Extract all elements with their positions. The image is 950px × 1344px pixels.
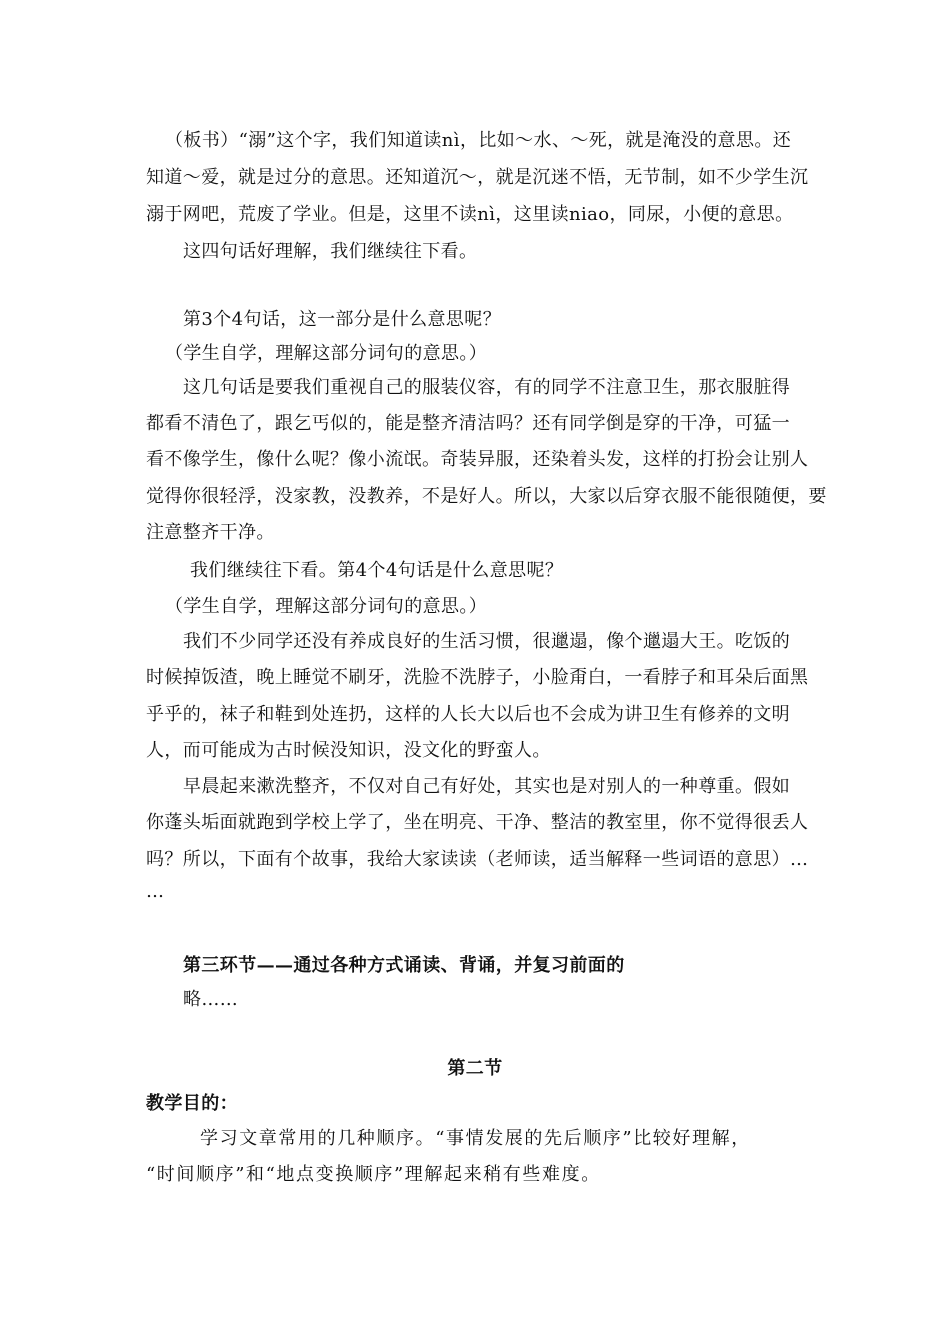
paragraph-line: 学习文章常用的几种顺序。“事情发展的先后顺序”比较好理解， bbox=[200, 1128, 751, 1149]
question-line: 我们继续往下看。第4个4句话是什么意思呢？ bbox=[190, 560, 564, 581]
paragraph-line: 觉得你很轻浮，没家教，没教养，不是好人。所以，大家以后穿衣服不能很随便，要 bbox=[146, 486, 827, 507]
paragraph-line: 乎乎的，袜子和鞋到处连扔，这样的人长大以后也不会成为讲卫生有修养的文明 bbox=[146, 704, 790, 725]
paragraph-line: “时间顺序”和“地点变换顺序”理解起来稍有些难度。 bbox=[146, 1164, 601, 1185]
paragraph-line: 我们不少同学还没有养成良好的生活习惯，很邋遢，像个邋遢大王。吃饭的 bbox=[183, 631, 791, 652]
paragraph-line: 吗？所以，下面有个故事，我给大家读读（老师读，适当解释一些词语的意思）… bbox=[146, 849, 809, 870]
paragraph-line: 注意整齐干净。 bbox=[146, 522, 275, 543]
paragraph-line: 这几句话是要我们重视自己的服装仪容，有的同学不注意卫生，那衣服脏得 bbox=[183, 377, 791, 398]
paragraph-line: 人，而可能成为古时候没知识，没文化的野蛮人。 bbox=[146, 740, 551, 761]
section-title: 第二节 bbox=[447, 1058, 503, 1079]
paragraph-line: … bbox=[146, 881, 165, 902]
section-heading: 第三环节——通过各种方式诵读、背诵，并复习前面的 bbox=[183, 955, 625, 976]
note-line: （学生自学，理解这部分词句的意思。） bbox=[165, 343, 488, 364]
note-line: （学生自学，理解这部分词句的意思。） bbox=[165, 596, 488, 617]
paragraph-line: 看不像学生，像什么呢？像小流氓。奇装异服，还染着头发，这样的打扮会让别人 bbox=[146, 449, 809, 470]
question-line: 第3个4句话，这一部分是什么意思呢？ bbox=[183, 309, 502, 330]
paragraph-line: 早晨起来漱洗整齐，不仅对自己有好处，其实也是对别人的一种尊重。假如 bbox=[183, 776, 791, 797]
paragraph-line: 知道～爱，就是过分的意思。还知道沉～，就是沉迷不悟，无节制，如不少学生沉 bbox=[146, 167, 809, 188]
paragraph-line: 时候掉饭渣，晚上睡觉不刷牙，洗脸不洗脖子，小脸甭白，一看脖子和耳朵后面黑 bbox=[146, 667, 809, 688]
paragraph-line: （板书）“溺”这个字，我们知道读nì，比如～水、～死，就是淹没的意思。还 bbox=[165, 130, 792, 151]
paragraph-line: 都看不清色了，跟乞丐似的，能是整齐清洁吗？还有同学倒是穿的干净，可猛一 bbox=[146, 413, 790, 434]
subsection-label: 教学目的： bbox=[146, 1093, 238, 1114]
paragraph-line: 溺于网吧，荒废了学业。但是，这里不读nì，这里读niao，同尿，小便的意思。 bbox=[146, 204, 794, 225]
paragraph-line: 你蓬头垢面就跑到学校上学了，坐在明亮、干净、整洁的教室里，你不觉得很丢人 bbox=[146, 812, 809, 833]
paragraph-line: 略…… bbox=[183, 989, 239, 1010]
paragraph-line: 这四句话好理解，我们继续往下看。 bbox=[183, 241, 478, 262]
